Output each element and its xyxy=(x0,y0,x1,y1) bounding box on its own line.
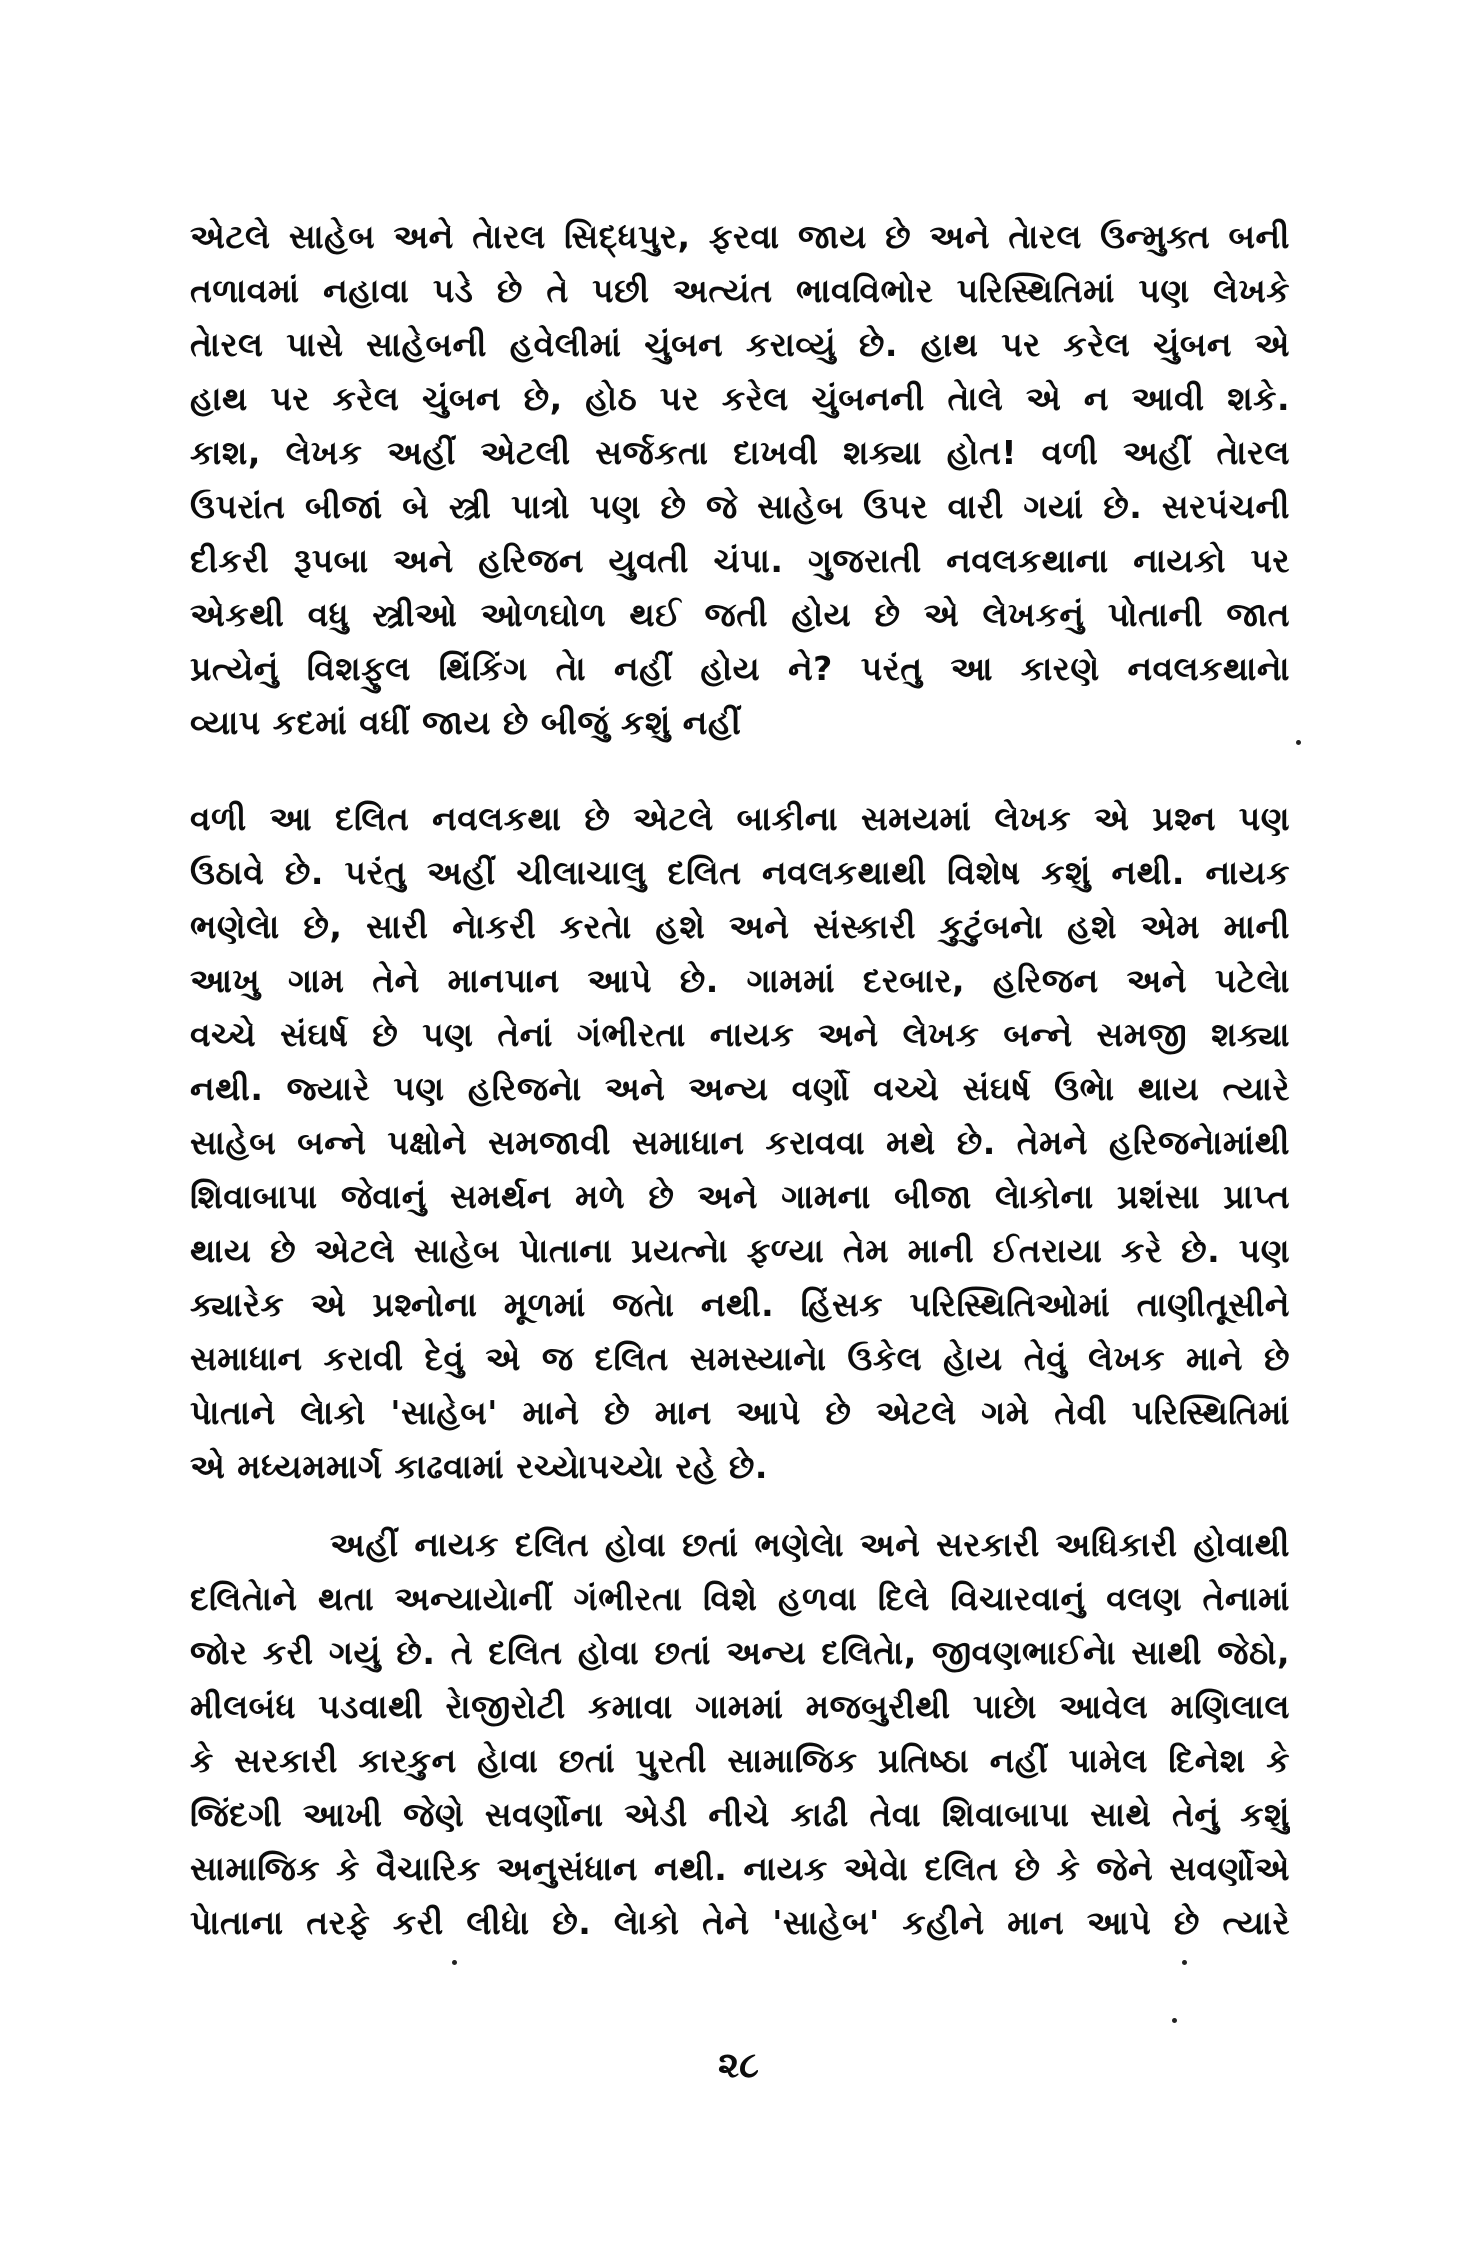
text-line: તળાવમાં નહાવા પડે છે તે પછી અત્યંત ભાવવિભોર પરિસ્થિતિમાં પણ લેખકે xyxy=(190,271,1290,310)
paragraph-3 xyxy=(190,1518,1290,1950)
paragraph-1 xyxy=(190,210,1290,750)
text-line: દીકરી રૂપબા અને હરિજન યુવતી ચંપા. ગુજરાતી નવલકથાના નાયકો પર xyxy=(190,541,1290,580)
paragraph-2 xyxy=(190,792,1290,1494)
text-line: જોર કરી ગયું છે. તે દલિત હોવા છતાં અન્ય દલિતેા, જીવણભાઈનેા સાથી જેઠો, xyxy=(190,1633,1290,1672)
text-line: દલિતેાને થતા અન્યાયેાનીં ગંભીરતા વિશે હળવા દિલે વિચારવાનું વલણ તેનામાં xyxy=(190,1579,1290,1618)
text-line: ઉપરાંત બીજાં બે સ્ત્રી પાત્રો પણ છે જે સાહેબ ઉપર વારી ગયાં છે. સરપંચની xyxy=(190,487,1290,526)
print-speck xyxy=(1172,2018,1177,2023)
text-line: એકથી વધુ સ્ત્રીઓ ઓળઘોળ થઈ જતી હોય છે એ લેખકનું પોતાની જાત xyxy=(190,595,1290,634)
text-line: એટલે સાહેબ અને તેારલ સિદ્ધપુર, ફરવા જાય છે અને તેારલ ઉન્મુક્ત બની xyxy=(190,217,1290,256)
text-line: કાશ, લેખક અહીં એટલી સર્જકતા દાખવી શક્યા હોત! વળી અહીં તેારલ xyxy=(190,433,1290,472)
text-line: નથી. જ્યારે પણ હરિજનેા અને અન્ય વર્ણો વચ્ચે સંઘર્ષ ઉભેા થાય ત્યારે xyxy=(190,1069,1290,1108)
text-line: ઉઠાવે છે. પરંતુ અહીં ચીલાચાલુ દલિત નવલકથાથી વિશેષ કશું નથી. નાયક xyxy=(190,853,1290,892)
print-speck xyxy=(1296,740,1301,745)
text-line: સામાજિક કે વૈચારિક અનુસંધાન નથી. નાયક એવેા દલિત છે કે જેને સવર્ણોએ xyxy=(190,1849,1290,1888)
text-line: તેારલ પાસે સાહેબની હવેલીમાં ચુંબન કરાવ્યું છે. હાથ પર કરેલ ચુંબન એ xyxy=(190,325,1290,364)
text-line: વ્યાપ કદમાં વધીં જાય છે બીજું કશું નહીં xyxy=(190,703,742,742)
print-speck xyxy=(452,1960,457,1965)
text-line: મીલબંધ પડવાથી રેાજીરોટી કમાવા ગામમાં મજબુરીથી પાછેા આવેલ મણિલાલ xyxy=(190,1687,1290,1726)
text-line: પેાતાના તરફે કરી લીધેા છે. લેાકો તેને 'સાહેબ' કહીને માન આપે છે ત્યારે xyxy=(190,1903,1290,1942)
text-line: ભણેલેા છે, સારી નેાકરી કરતેા હશે અને સંસ્કારી કુટુંબનેા હશે એમ માની xyxy=(190,907,1290,946)
text-line-content: અહીં નાયક દલિત હોવા છતાં ભણેલેા અને સરકારી અધિકારી હોવાથી xyxy=(330,1525,1290,1564)
page-number: ૨૮ xyxy=(718,2045,759,2086)
text-line: પ્રત્યેનું વિશફુલ થિંકિંગ તેા નહીં હોય ને? પરંતુ આ કારણે નવલકથાનેા xyxy=(190,649,1290,688)
text-line: કે સરકારી કારકુન હેાવા છતાં પુરતી સામાજિક પ્રતિષ્ઠા નહીં પામેલ દિનેશ કે xyxy=(190,1741,1290,1780)
text-line: સમાધાન કરાવી દેવું એ જ દલિત સમસ્યાનેા ઉકેલ હેાય તેવું લેખક માને છે xyxy=(190,1339,1290,1378)
text-line: ક્યારેક એ પ્રશ્નોના મૂળમાં જતેા નથી. હિંસક પરિસ્થિતિઓમાં તાણીતૂસીને xyxy=(190,1285,1290,1324)
text-line: વળી આ દલિત નવલકથા છે એટલે બાકીના સમયમાં લેખક એ પ્રશ્ન પણ xyxy=(190,799,1290,838)
text-line xyxy=(190,1518,1290,1572)
text-line: વચ્ચે સંઘર્ષ છે પણ તેનાં ગંભીરતા નાયક અને લેખક બન્ને સમજી શક્યા xyxy=(190,1015,1290,1054)
text-line: એ મધ્યમમાર્ગ કાઢવામાં રચ્યેાપચ્યેા રહે છે. xyxy=(190,1447,768,1486)
text-line: થાય છે એટલે સાહેબ પેાતાના પ્રયત્નેા ફળ્યા તેમ માની ઈતરાયા કરે છે. પણ xyxy=(190,1231,1290,1270)
text-line: સાહેબ બન્ને પક્ષોને સમજાવી સમાધાન કરાવવા મથે છે. તેમને હરિજનેામાંથી xyxy=(190,1123,1290,1162)
text-line: પેાતાને લેાકો 'સાહેબ' માને છે માન આપે છે એટલે ગમે તેવી પરિસ્થિતિમાં xyxy=(190,1393,1290,1432)
text-line: જિંદગી આખી જેણે સવર્ણોના એડી નીચે કાઢી તેવા શિવાબાપા સાથે તેનું કશું xyxy=(190,1795,1290,1834)
print-speck xyxy=(1182,1960,1187,1965)
text-line: શિવાબાપા જેવાનું સમર્થન મળે છે અને ગામના બીજા લેાકોના પ્રશંસા પ્રાપ્ત xyxy=(190,1177,1290,1216)
text-line: હાથ પર કરેલ ચુંબન છે, હોઠ પર કરેલ ચુંબનની તેાલે એ ન આવી શકે. xyxy=(190,379,1290,418)
text-line: આખુ ગામ તેને માનપાન આપે છે. ગામમાં દરબાર, હરિજન અને પટેલેા xyxy=(190,961,1290,1000)
